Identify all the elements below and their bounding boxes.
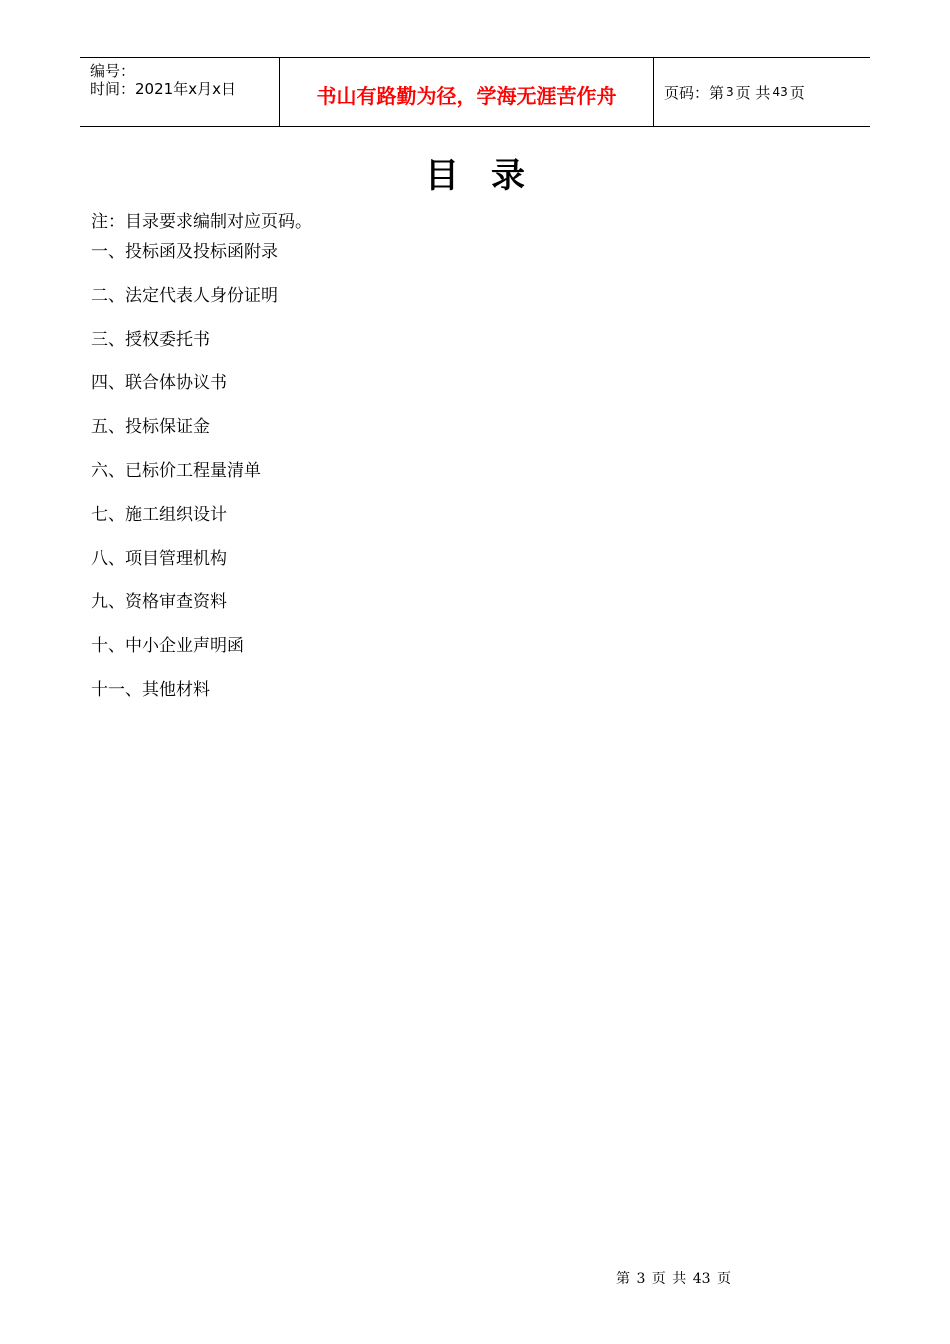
toc-list <box>91 240 278 722</box>
toc-item: 二、法定代表人身份证明 <box>91 285 278 306</box>
page-current: 3 <box>726 85 734 99</box>
header-motto-cell <box>280 58 654 126</box>
toc-title: 目录 <box>425 156 557 196</box>
header-page-cell <box>654 58 870 126</box>
time-label: 时间： <box>90 80 136 98</box>
page-prefix: 页码：第 <box>664 83 725 102</box>
toc-note: 注：目录要求编制对应页码。 <box>91 212 312 232</box>
toc-item: 六、已标价工程量清单 <box>91 460 261 481</box>
toc-item: 七、施工组织设计 <box>91 504 227 525</box>
document-number-label: 编号： <box>90 62 136 80</box>
page-footer: 第 3 页 共 43 页 <box>616 1271 731 1287</box>
toc-item: 一、投标函及投标函附录 <box>91 242 278 262</box>
page-mid: 页 共 <box>735 83 771 102</box>
header-motto: 书山有路勤为径，学海无涯苦作舟 <box>316 83 617 108</box>
toc-item: 十、中小企业声明函 <box>91 636 244 657</box>
time-value: 2021年x月x日 <box>135 80 236 98</box>
toc-item: 三、授权委托书 <box>91 329 210 350</box>
toc-item: 四、联合体协议书 <box>91 373 227 394</box>
page-suffix: 页 <box>789 83 805 102</box>
document-time <box>90 80 279 98</box>
toc-item: 九、资格审查资料 <box>91 592 227 613</box>
page-total: 43 <box>772 85 788 99</box>
header-info-cell <box>80 58 280 126</box>
toc-item: 八、项目管理机构 <box>91 548 227 569</box>
toc-item: 五、投标保证金 <box>91 417 210 438</box>
header-table <box>80 57 870 127</box>
toc-item: 十一、其他材料 <box>91 679 210 700</box>
